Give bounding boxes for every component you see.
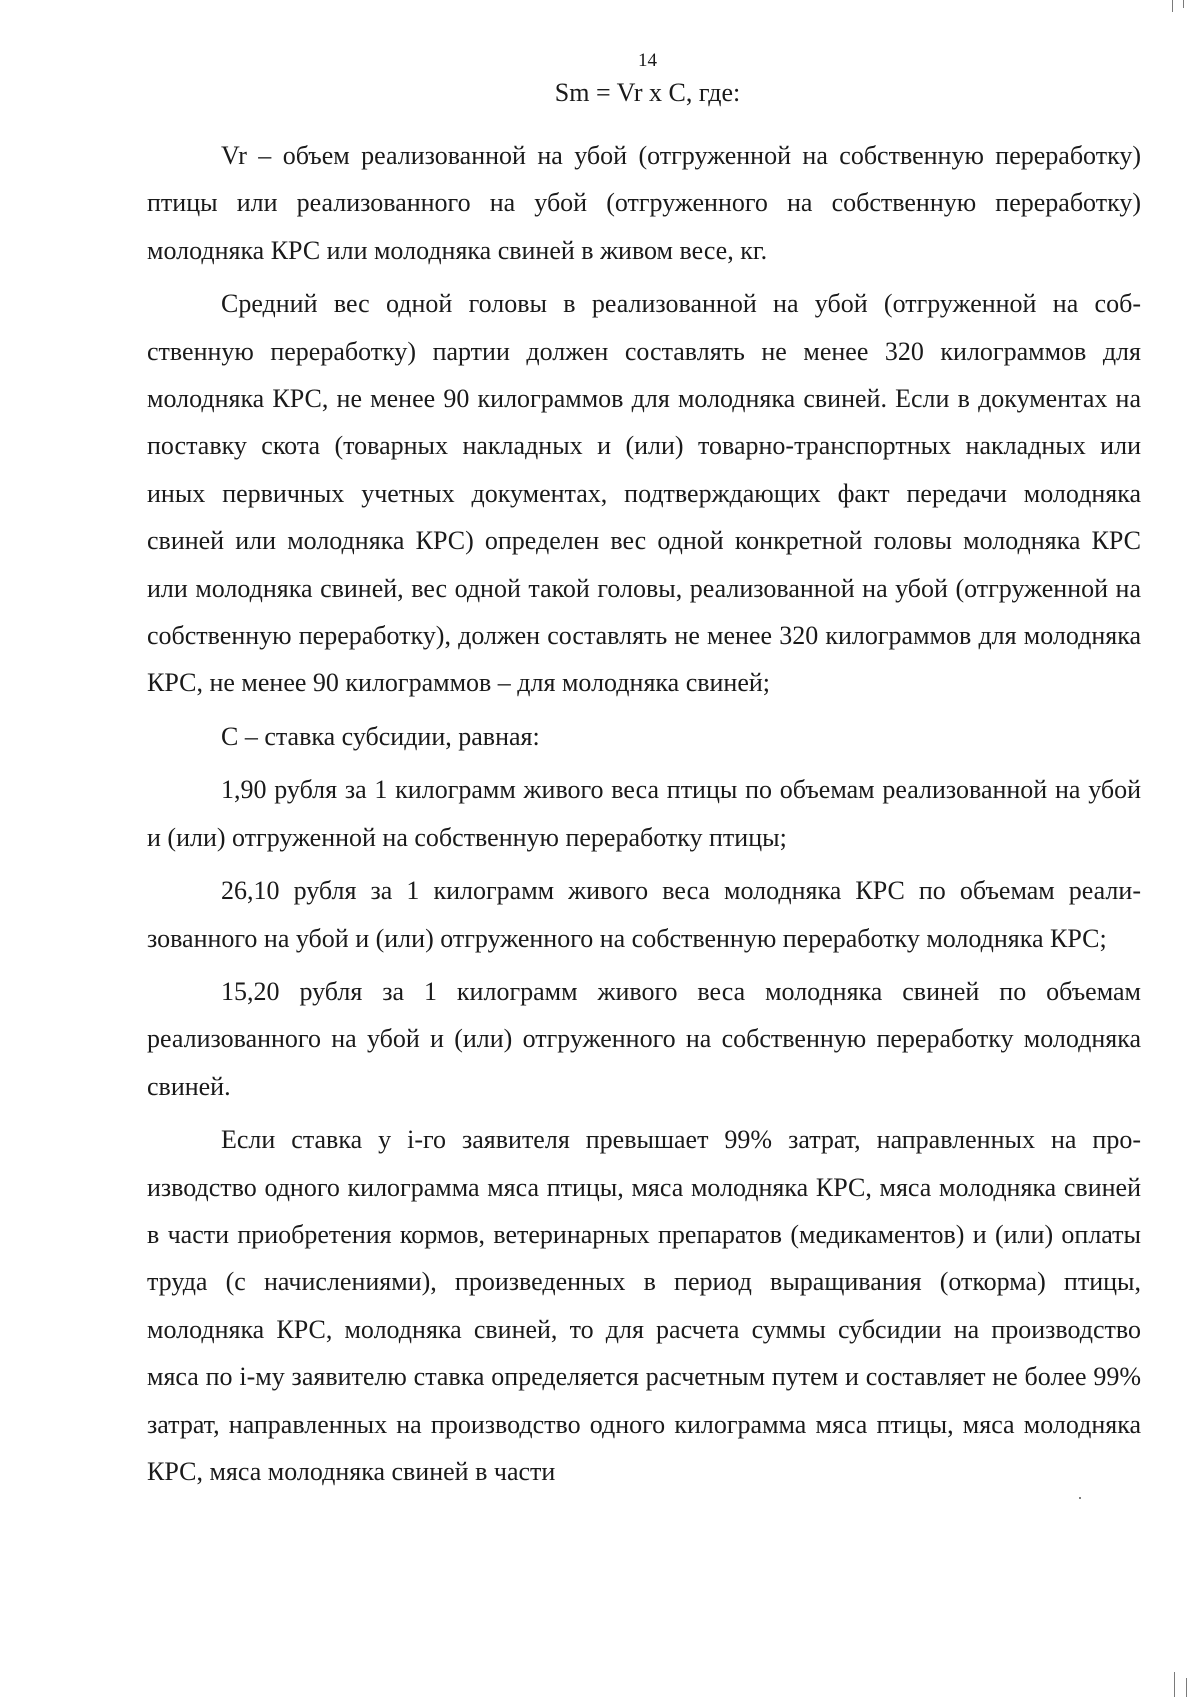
paragraph-rate-cattle: 26,10 рубля за 1 килограмм живого веса молодняка КРС по объемам реализованного на убой и (или) отгруженного на собственную переработку молодняка КРС;	[147, 876, 1141, 953]
scan-edge-mark-bottom-2	[1186, 1678, 1187, 1697]
paragraph-rate-intro: С – ставка субсидии, равная:	[221, 721, 540, 751]
body-text	[147, 132, 1141, 1495]
paragraph-average-weight: Средний вес одной головы в реализованной на убой (отгруженной на собственную переработку) партии должен составлять не менее 320 килограммов для молодняка КРС, не менее 90 килограммов для молодняка свиней. Если в документах на поставку скота (товарных накладных и (или) товарно-транспортных накладных или иных первичных учетных документах, подтверждающих факт передачи молодняка свиней или молодняка КРС) определен вес одной конкретной головы молодняка КРС или молодняка свиней, вес одной такой головы, реализованной на убой (отгруженной на собственную переработку), должен составлять не менее 320 килограммов для молодняка КРС, не менее 90 килограммов – для молодняка свиней;	[147, 289, 1141, 698]
page-number: 14	[638, 50, 657, 71]
scan-edge-mark-top	[1172, 0, 1173, 12]
scan-edge-mark-bottom	[1174, 1672, 1175, 1697]
paragraph-rate-limit: Если ставка у i-го заявителя превышает 99% затрат, направленных на производство одного килограмма мяса птицы, мяса молодняка КРС, мяса молодняка свиней в части приобретения кормов, ветеринарных препаратов (медикаментов) и (или) оплаты труда (с начислениями), произведенных в период выращивания (откорма) птицы, молодняка КРС, молодняка свиней, то для расчета суммы субсидии на производство мяса по i-му заявителю ставка определяется расчетным путем и составляет не более 99% затрат, направленных на производство одного килограмма мяса птицы, мяса молодняка КРС, мяса молодняка свиней в части	[147, 1125, 1141, 1486]
paragraph-rate-poultry: 1,90 рубля за 1 килограмм живого веса птицы по объемам реализованной на убой и (или) отгруженной на собственную переработку птицы;	[147, 775, 1141, 852]
scan-speck	[1079, 1497, 1081, 1499]
formula-line: Sm = Vr x C, где:	[554, 78, 741, 107]
scan-edge-mark-top-2	[1183, 0, 1184, 8]
paragraph-rate-pigs: 15,20 рубля за 1 килограмм живого веса молодняка свиней по объемам реализованного на убой и (или) отгруженного на собственную переработку молодняка свиней.	[147, 976, 1141, 1101]
paragraph-vr-definition: Vr – объем реализованной на убой (отгруженной на собственную переработку) птицы или реализованного на убой (отгруженного на собственную переработку) молодняка КРС или молодняка свиней в живом весе, кг.	[147, 141, 1141, 265]
